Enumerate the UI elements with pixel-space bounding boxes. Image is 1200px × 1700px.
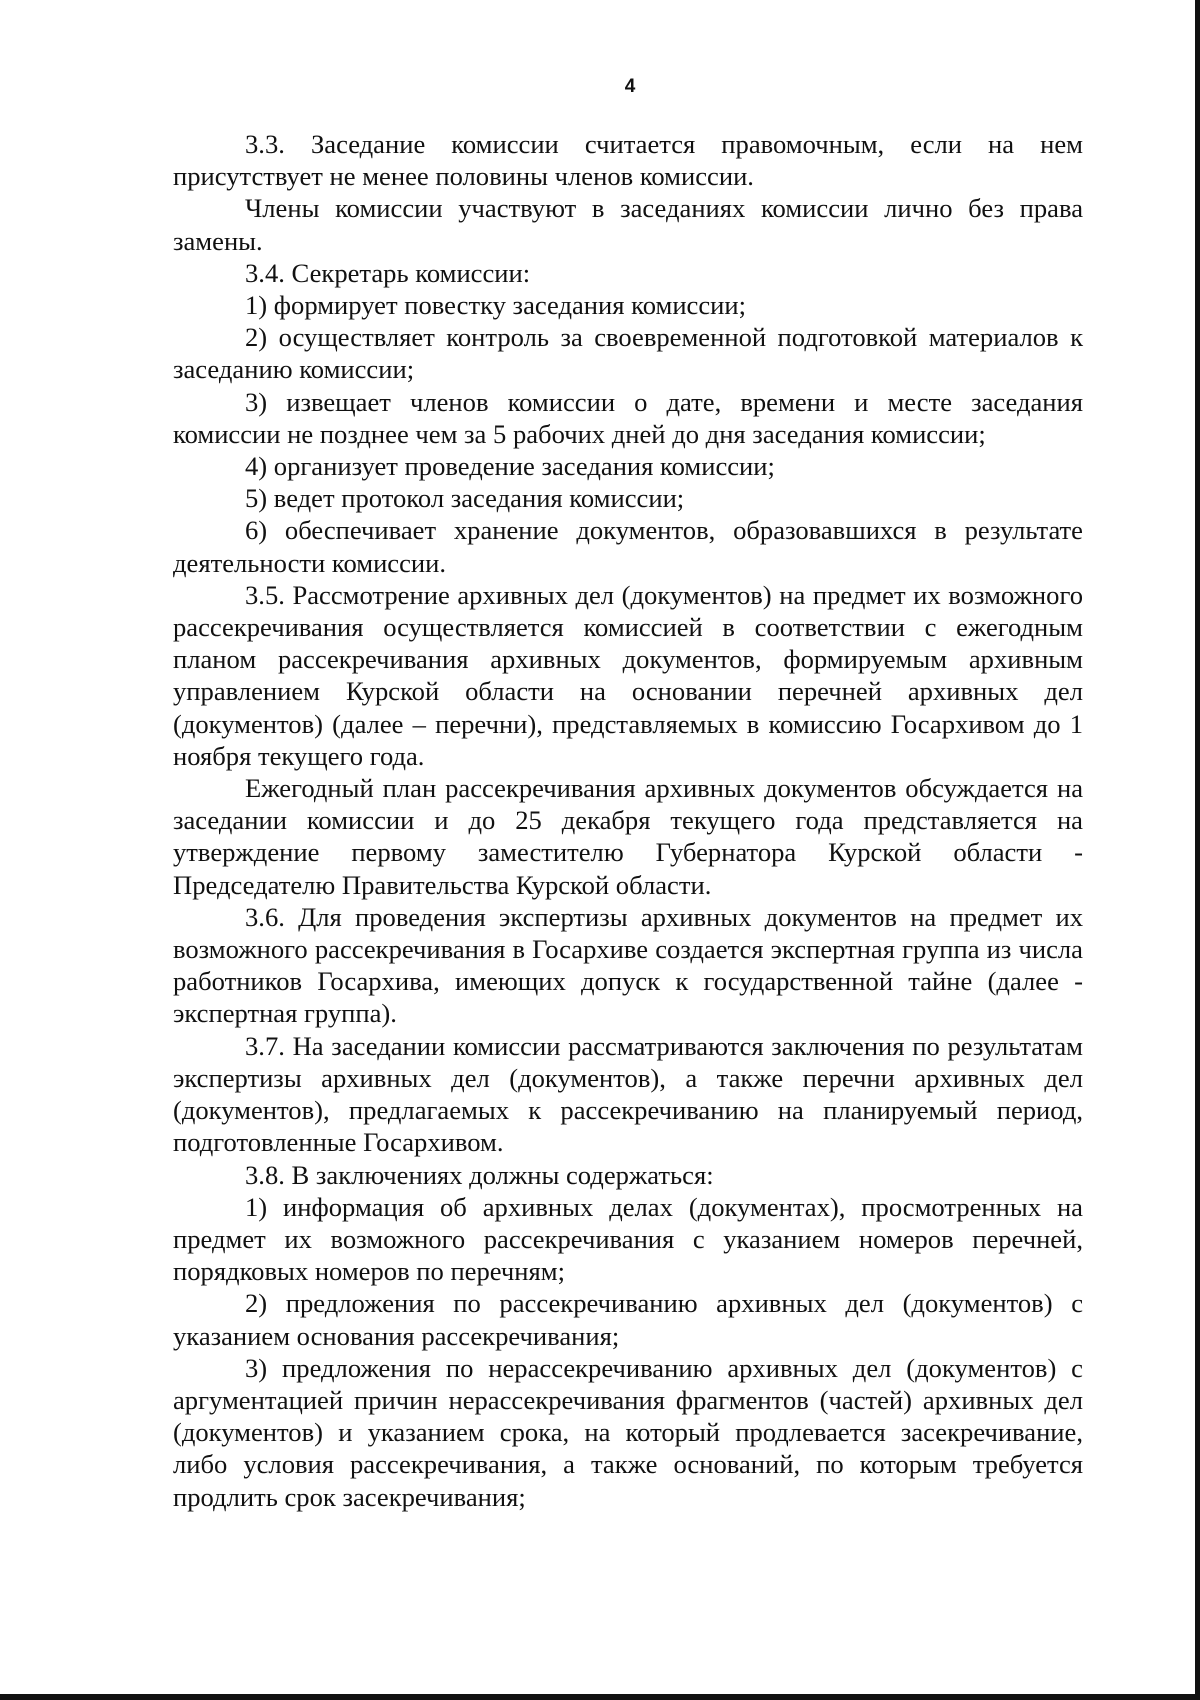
list-item: 4) организует проведение заседания комиссии; — [245, 451, 775, 482]
list-item: 3) извещает членов комиссии о дате, времени и месте заседания комиссии не позднее чем за 5 рабочих дней до дня заседания комиссии; — [173, 386, 1083, 449]
document-body — [173, 128, 1083, 1513]
paragraph-members-attend: Члены комиссии участвуют в заседаниях комиссии лично без права замены. — [173, 193, 1083, 256]
paragraph-3-5: 3.5. Рассмотрение архивных дел (документов) на предмет их возможного рассекречивания осуществляется комиссией в соответствии с ежегодным планом рассекречивания архивных документов, формируемым архивным управлением Курской области на основании перечней архивных дел (документов) (далее – перечни), представляемых в комиссию Госархивом до 1 ноября текущего года. — [173, 579, 1083, 771]
scan-edge-bottom — [0, 1694, 1200, 1700]
list-item: 3) предложения по нерассекречиванию архивных дел (документов) с аргументацией причин нерассекречивания фрагментов (частей) архивных дел (документов) и указанием срока, на который продлевается засекречивание, либо условия рассекречивания, а также оснований, по которым требуется продлить срок засекречивания; — [173, 1352, 1083, 1512]
list-item: 2) предложения по рассекречиванию архивных дел (документов) с указанием основания рассекречивания; — [173, 1288, 1083, 1351]
page-number: 4 — [624, 76, 636, 97]
paragraph-3-7: 3.7. На заседании комиссии рассматриваются заключения по результатам экспертизы архивных дел (документов), а также перечни архивных дел (документов), предлагаемых к рассекречиванию на планируемый период, подготовленные Госархивом. — [173, 1030, 1083, 1158]
list-item: 1) формирует повестку заседания комиссии; — [245, 290, 747, 321]
list-item: 5) ведет протокол заседания комиссии; — [245, 483, 685, 514]
list-item: 2) осуществляет контроль за своевременной подготовкой материалов к заседанию комиссии; — [173, 322, 1083, 385]
list-item: 1) информация об архивных делах (документах), просмотренных на предмет их возможного рассекречивания с указанием номеров перечней, порядковых номеров по перечням; — [173, 1191, 1083, 1287]
paragraph-3-3: 3.3. Заседание комиссии считается правомочным, если на нем присутствует не менее половины членов комиссии. — [173, 129, 1083, 192]
list-item: 6) обеспечивает хранение документов, образовавшихся в результате деятельности комиссии. — [173, 515, 1083, 578]
paragraph-3-6: 3.6. Для проведения экспертизы архивных документов на предмет их возможного рассекречивания в Госархиве создается экспертная группа из числа работников Госархива, имеющих допуск к государственной тайне (далее - экспертная группа). — [173, 901, 1083, 1029]
paragraph-annual-plan: Ежегодный план рассекречивания архивных документов обсуждается на заседании комиссии и до 25 декабря текущего года представляется на утверждение первому заместителю Губернатора Курской области - Председателю Правительства Курской области. — [173, 773, 1083, 900]
paragraph-3-8: 3.8. В заключениях должны содержаться: — [245, 1159, 714, 1190]
scan-edge-right — [1195, 0, 1200, 1700]
paragraph-3-4: 3.4. Секретарь комиссии: — [245, 257, 531, 288]
